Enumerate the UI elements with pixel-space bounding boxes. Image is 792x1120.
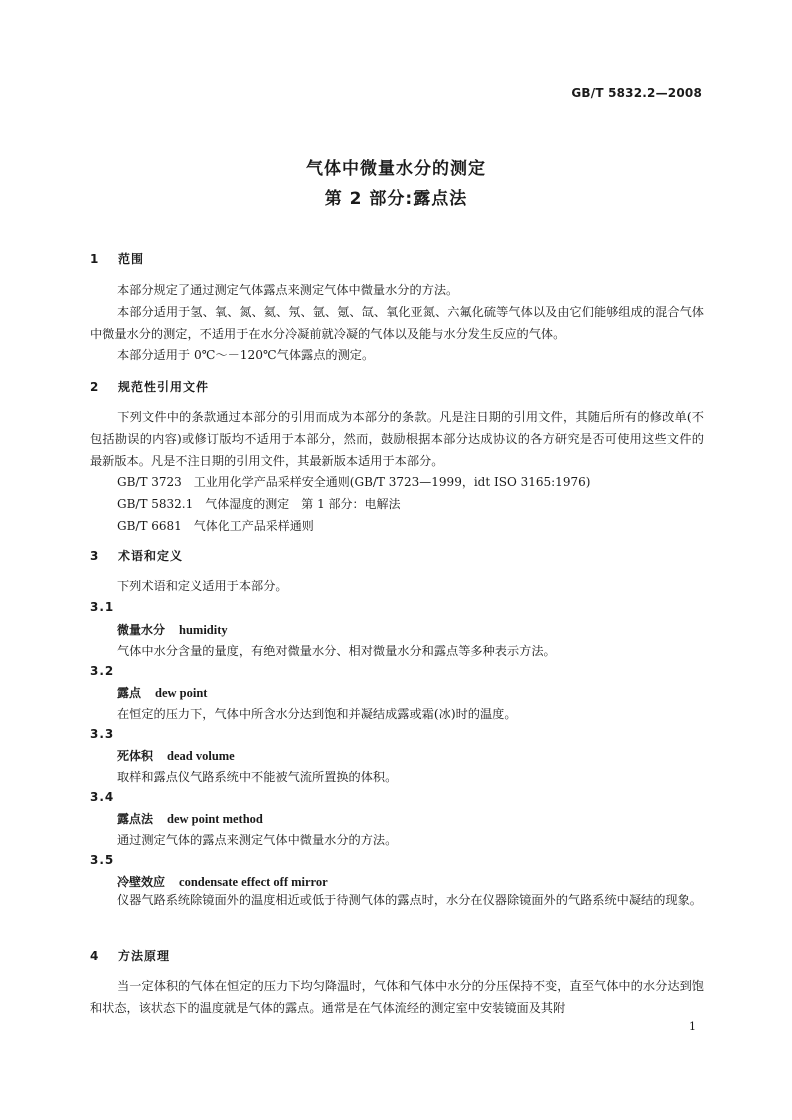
term-entry (117, 684, 207, 701)
section-number: 4 (90, 949, 99, 963)
section-title: 规范性引用文件 (118, 380, 210, 394)
term-entry (117, 621, 228, 638)
term-entry (117, 747, 235, 764)
section-number: 3 (90, 549, 99, 563)
section-number: 1 (90, 252, 99, 266)
clause-number: 3.2 (90, 664, 115, 678)
standard-number: GB/T 5832.2—2008 (571, 86, 702, 100)
section-title: 术语和定义 (118, 549, 184, 563)
term-definition: 在恒定的压力下，气体中所含水分达到饱和并凝结成露或霜(冰)时的温度。 (117, 707, 517, 721)
term-definition: 取样和露点仪气路系统中不能被气流所置换的体积。 (117, 770, 398, 784)
definition-text: 仪器气路系统除镜面外的温度相近或低于待测气体的露点时，水分在仪器除镜面外的气路系统中凝结的现象。 (117, 893, 702, 907)
paragraph-text: 当一定体积的气体在恒定的压力下均匀降温时，气体和气体中水分的分压保持不变，直至气体中的水分达到饱和状态，该状态下的温度就是气体的露点。通常是在气体流经的测定室中安装镜面及其附 (90, 979, 704, 1015)
term-definition (90, 889, 704, 911)
clause-number: 3.4 (90, 790, 115, 804)
section-heading-1 (90, 250, 144, 267)
section-heading-2 (90, 378, 209, 395)
paragraph-text: 本部分规定了通过测定气体露点来测定气体中微量水分的方法。 (117, 283, 459, 297)
paragraph-text: 下列术语和定义适用于本部分。 (117, 579, 288, 593)
section-number: 2 (90, 380, 99, 394)
section-title: 范围 (118, 252, 145, 266)
section-heading-4 (90, 947, 170, 964)
paragraph (90, 344, 704, 366)
section-title: 方法原理 (118, 949, 171, 963)
reference-item: GB/T 3723 工业用化学产品采样安全通则(GB/T 3723—1999，idt ISO 3165:1976) (117, 475, 591, 489)
page-number: 1 (689, 1020, 696, 1033)
term-chinese: 露点法 (117, 812, 154, 826)
reference-item: GB/T 5832.1 气体湿度的测定 第 1 部分：电解法 (117, 497, 401, 511)
paragraph-text: 下列文件中的条款通过本部分的引用而成为本部分的条款。凡是注日期的引用文件，其随后所有的修改单(不包括勘误的内容)或修订版均不适用于本部分，然而，鼓励根据本部分达成协议的各方研究是否可使用这些文件的最新版本。凡是不注日期的引用文件，其最新版本适用于本部分。 (90, 410, 704, 468)
term-chinese: 冷壁效应 (117, 875, 166, 889)
paragraph-text: 本部分适用于 0℃～－120℃气体露点的测定。 (117, 348, 375, 362)
term-definition: 通过测定气体的露点来测定气体中微量水分的方法。 (117, 833, 398, 847)
paragraph (90, 575, 704, 597)
paragraph (90, 279, 704, 301)
term-entry (117, 873, 328, 890)
term-chinese: 死体积 (117, 749, 154, 763)
paragraph (90, 975, 704, 1019)
paragraph (90, 301, 704, 345)
term-english: dead volume (167, 749, 235, 763)
section-heading-3 (90, 547, 183, 564)
term-definition: 气体中水分含量的量度，有绝对微量水分、相对微量水分和露点等多种表示方法。 (117, 644, 556, 658)
term-entry (117, 810, 263, 827)
document-title: 气体中微量水分的测定 (306, 159, 486, 179)
clause-number: 3.5 (90, 853, 115, 867)
clause-number: 3.1 (90, 600, 115, 614)
term-chinese: 露点 (117, 686, 142, 700)
clause-number: 3.3 (90, 727, 115, 741)
paragraph (90, 406, 704, 472)
term-english: humidity (179, 623, 228, 637)
term-chinese: 微量水分 (117, 623, 166, 637)
document-subtitle: 第 2 部分:露点法 (324, 189, 468, 209)
term-english: dew point method (167, 812, 263, 826)
term-english: condensate effect off mirror (179, 875, 328, 889)
reference-item: GB/T 6681 气体化工产品采样通则 (117, 519, 314, 533)
term-english: dew point (155, 686, 208, 700)
paragraph-text: 本部分适用于氢、氧、氮、氦、氖、氩、氪、氙、氧化亚氮、六氟化硫等气体以及由它们能够组成的混合气体中微量水分的测定，不适用于在水分冷凝前就冷凝的气体以及能与水分发生反应的气体。 (90, 305, 704, 341)
